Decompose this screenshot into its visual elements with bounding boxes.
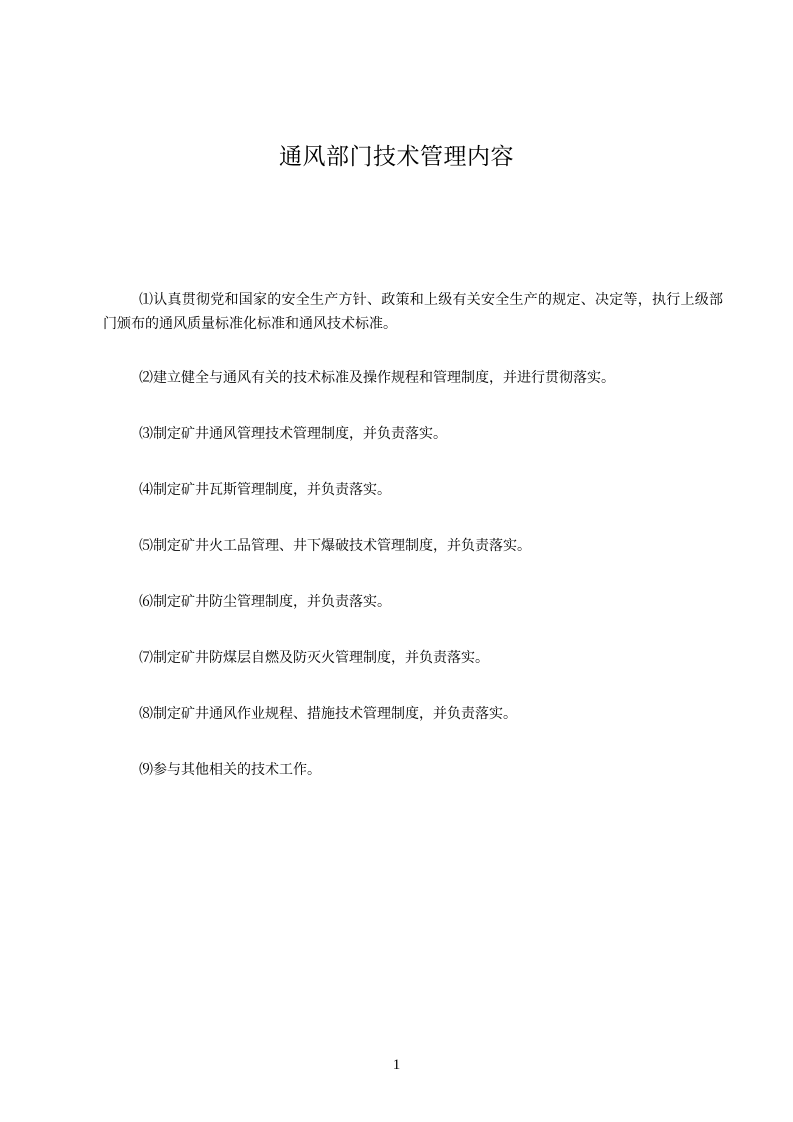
paragraph-5: ⑸制定矿井火工品管理、井下爆破技术管理制度，并负责落实。 (139, 538, 531, 554)
paragraph-7: ⑺制定矿井防煤层自燃及防灭火管理制度，并负责落实。 (139, 650, 489, 666)
paragraph-1: ⑴认真贯彻党和国家的安全生产方针、政策和上级有关安全生产的规定、决定等，执行上级部门颁布的通风质量标准化标准和通风技术标准。 (103, 292, 723, 332)
paragraph-8: ⑻制定矿井通风作业规程、措施技术管理制度，并负责落实。 (139, 706, 517, 722)
paragraph-6: ⑹制定矿井防尘管理制度，并负责落实。 (139, 594, 391, 610)
paragraph-4: ⑷制定矿井瓦斯管理制度，并负责落实。 (139, 482, 391, 498)
paragraph-2: ⑵建立健全与通风有关的技术标准及操作规程和管理制度，并进行贯彻落实。 (139, 370, 615, 386)
document-title: 通风部门技术管理内容 (279, 144, 514, 170)
paragraph-9: ⑼参与其他相关的技术工作。 (139, 762, 321, 778)
document-body (103, 288, 723, 814)
paragraph-3: ⑶制定矿井通风管理技术管理制度，并负责落实。 (139, 426, 447, 442)
page-number: 1 (392, 1057, 401, 1073)
